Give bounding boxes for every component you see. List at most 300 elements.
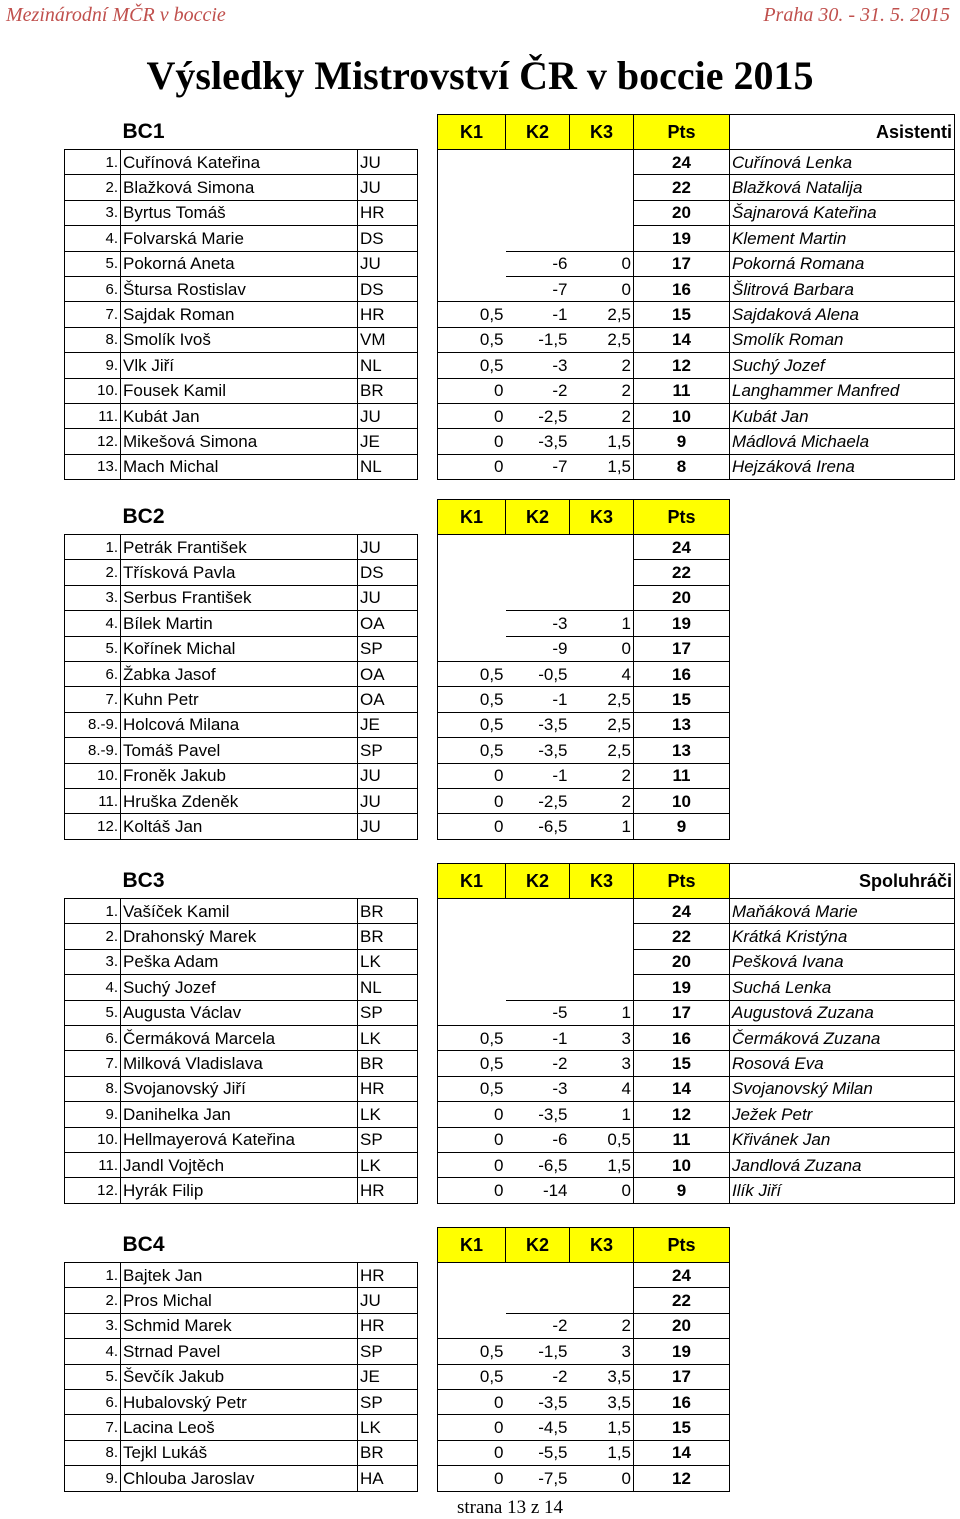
column-header-k2: K2 bbox=[506, 500, 570, 535]
rank-cell: 9. bbox=[65, 1102, 121, 1127]
spacer-cell bbox=[418, 226, 438, 251]
k2-value: -7 bbox=[506, 454, 570, 479]
k3-value: 3 bbox=[570, 1051, 634, 1076]
table-row bbox=[65, 1178, 955, 1203]
rank-cell: 4. bbox=[65, 975, 121, 1000]
results-table-bc1 bbox=[64, 114, 955, 480]
k2-value: -1,5 bbox=[506, 327, 570, 352]
club-code: BR bbox=[358, 899, 418, 924]
k3-value: 1,5 bbox=[570, 454, 634, 479]
k2-value: -2 bbox=[506, 1364, 570, 1389]
k3-value: 0 bbox=[570, 276, 634, 301]
club-code: HR bbox=[358, 1178, 418, 1203]
points-value: 24 bbox=[634, 535, 730, 560]
k3-value: 2,5 bbox=[570, 712, 634, 737]
spacer-cell bbox=[418, 1178, 438, 1203]
rank-cell: 7. bbox=[65, 687, 121, 712]
table-row bbox=[65, 1263, 730, 1288]
player-name: Bajtek Jan bbox=[121, 1263, 358, 1288]
table-row bbox=[65, 1440, 730, 1465]
club-code: HR bbox=[358, 200, 418, 225]
k3-value bbox=[570, 585, 634, 610]
player-name: Danihelka Jan bbox=[121, 1102, 358, 1127]
rank-cell: 12. bbox=[65, 814, 121, 839]
k2-value: -6 bbox=[506, 251, 570, 276]
column-header-k2: K2 bbox=[506, 864, 570, 899]
player-name: Hruška Zdeněk bbox=[121, 788, 358, 813]
k2-value bbox=[506, 200, 570, 225]
points-value: 17 bbox=[634, 1000, 730, 1025]
table-row bbox=[65, 1127, 955, 1152]
rank-cell: 2. bbox=[65, 175, 121, 200]
club-code: BR bbox=[358, 1051, 418, 1076]
document-header-left: Mezinárodní MČR v boccie bbox=[6, 4, 226, 26]
table-row bbox=[65, 150, 955, 175]
player-name: Mach Michal bbox=[121, 454, 358, 479]
player-name: Žabka Jasof bbox=[121, 661, 358, 686]
club-code: LK bbox=[358, 949, 418, 974]
k1-value: 0 bbox=[438, 1102, 506, 1127]
club-code: SP bbox=[358, 1127, 418, 1152]
extra-person-name: Ježek Petr bbox=[730, 1102, 955, 1127]
rank-cell: 12. bbox=[65, 429, 121, 454]
club-code: SP bbox=[358, 1000, 418, 1025]
player-name: Vlk Jiří bbox=[121, 353, 358, 378]
k2-value: -14 bbox=[506, 1178, 570, 1203]
k3-value: 3,5 bbox=[570, 1364, 634, 1389]
spacer-cell bbox=[418, 1466, 438, 1491]
spacer-cell bbox=[418, 1102, 438, 1127]
player-name: Byrtus Tomáš bbox=[121, 200, 358, 225]
spacer-cell bbox=[418, 738, 438, 763]
spacer-cell bbox=[418, 975, 438, 1000]
column-header-k3: K3 bbox=[570, 500, 634, 535]
k3-value: 3,5 bbox=[570, 1389, 634, 1414]
k3-value: 4 bbox=[570, 1076, 634, 1101]
player-name: Hellmayerová Kateřina bbox=[121, 1127, 358, 1152]
table-row bbox=[65, 1102, 955, 1127]
k1-value bbox=[438, 150, 506, 175]
column-header-pts: Pts bbox=[634, 115, 730, 150]
table-row bbox=[65, 560, 730, 585]
k3-value bbox=[570, 975, 634, 1000]
rank-cell: 7. bbox=[65, 1051, 121, 1076]
player-name: Chlouba Jaroslav bbox=[121, 1466, 358, 1491]
k2-value: -6,5 bbox=[506, 814, 570, 839]
points-value: 24 bbox=[634, 1263, 730, 1288]
spacer-cell bbox=[418, 1127, 438, 1152]
table-row bbox=[65, 403, 955, 428]
rank-cell: 8.-9. bbox=[65, 712, 121, 737]
spacer-cell bbox=[418, 1051, 438, 1076]
rank-cell: 7. bbox=[65, 1415, 121, 1440]
player-name: Smolík Ivoš bbox=[121, 327, 358, 352]
k2-value bbox=[506, 949, 570, 974]
k2-value: -2,5 bbox=[506, 788, 570, 813]
spacer-cell bbox=[418, 924, 438, 949]
table-header-row bbox=[65, 1228, 730, 1263]
k1-value bbox=[438, 200, 506, 225]
table-row bbox=[65, 738, 730, 763]
k2-value bbox=[506, 150, 570, 175]
k3-value bbox=[570, 1263, 634, 1288]
table-row bbox=[65, 1076, 955, 1101]
k3-value bbox=[570, 924, 634, 949]
points-value: 16 bbox=[634, 661, 730, 686]
k3-value: 1 bbox=[570, 611, 634, 636]
player-name: Cuřínová Kateřina bbox=[121, 150, 358, 175]
extra-person-name: Suchá Lenka bbox=[730, 975, 955, 1000]
points-value: 22 bbox=[634, 175, 730, 200]
results-table-bc4 bbox=[64, 1227, 730, 1492]
spacer-cell bbox=[418, 949, 438, 974]
spacer-cell bbox=[418, 636, 438, 661]
extra-person-name: Langhammer Manfred bbox=[730, 378, 955, 403]
spacer-cell bbox=[418, 814, 438, 839]
club-code: JU bbox=[358, 403, 418, 428]
player-name: Ševčík Jakub bbox=[121, 1364, 358, 1389]
k1-value: 0 bbox=[438, 1440, 506, 1465]
category-title: BC2 bbox=[122, 505, 165, 529]
k3-value: 3 bbox=[570, 1339, 634, 1364]
k3-value: 3 bbox=[570, 1025, 634, 1050]
points-value: 22 bbox=[634, 1288, 730, 1313]
club-code: JU bbox=[358, 175, 418, 200]
extra-person-name: Pokorná Romana bbox=[730, 251, 955, 276]
player-name: Mikešová Simona bbox=[121, 429, 358, 454]
rank-cell: 4. bbox=[65, 226, 121, 251]
table-header-row bbox=[65, 864, 955, 899]
k3-value: 0,5 bbox=[570, 1127, 634, 1152]
k1-value: 0,5 bbox=[438, 302, 506, 327]
club-code: NL bbox=[358, 454, 418, 479]
k1-value bbox=[438, 226, 506, 251]
club-code: HR bbox=[358, 1313, 418, 1338]
player-name: Milková Vladislava bbox=[121, 1051, 358, 1076]
header-spacer bbox=[65, 1228, 121, 1263]
extra-person-name: Blažková Natalija bbox=[730, 175, 955, 200]
k1-value: 0 bbox=[438, 763, 506, 788]
column-header-k1: K1 bbox=[438, 864, 506, 899]
k2-value: -7 bbox=[506, 276, 570, 301]
k3-value bbox=[570, 150, 634, 175]
player-name: Kořínek Michal bbox=[121, 636, 358, 661]
table-row bbox=[65, 535, 730, 560]
points-value: 22 bbox=[634, 560, 730, 585]
k3-value bbox=[570, 175, 634, 200]
points-value: 15 bbox=[634, 1415, 730, 1440]
table-row bbox=[65, 1025, 955, 1050]
spacer-cell bbox=[418, 1025, 438, 1050]
club-code: NL bbox=[358, 353, 418, 378]
points-value: 14 bbox=[634, 327, 730, 352]
column-header-k3: K3 bbox=[570, 115, 634, 150]
table-row bbox=[65, 687, 730, 712]
player-name: Holcová Milana bbox=[121, 712, 358, 737]
extra-person-name: Křivánek Jan bbox=[730, 1127, 955, 1152]
table-row bbox=[65, 636, 730, 661]
k1-value bbox=[438, 585, 506, 610]
table-row bbox=[65, 924, 955, 949]
k2-value: -3,5 bbox=[506, 712, 570, 737]
player-name: Peška Adam bbox=[121, 949, 358, 974]
club-code: HA bbox=[358, 1466, 418, 1491]
player-name: Kuhn Petr bbox=[121, 687, 358, 712]
k3-value: 4 bbox=[570, 661, 634, 686]
club-code: JU bbox=[358, 251, 418, 276]
rank-cell: 8. bbox=[65, 1076, 121, 1101]
player-name: Čermáková Marcela bbox=[121, 1025, 358, 1050]
table-row bbox=[65, 788, 730, 813]
extra-person-name: Sajdaková Alena bbox=[730, 302, 955, 327]
rank-cell: 10. bbox=[65, 1127, 121, 1152]
k1-value bbox=[438, 1263, 506, 1288]
column-header-k3: K3 bbox=[570, 864, 634, 899]
k1-value bbox=[438, 1000, 506, 1025]
k3-value: 1 bbox=[570, 1000, 634, 1025]
points-value: 17 bbox=[634, 636, 730, 661]
player-name: Serbus František bbox=[121, 585, 358, 610]
rank-cell: 1. bbox=[65, 150, 121, 175]
club-code: HR bbox=[358, 1076, 418, 1101]
k1-value bbox=[438, 949, 506, 974]
spacer-cell bbox=[418, 302, 438, 327]
k3-value: 1,5 bbox=[570, 1440, 634, 1465]
extra-person-name: Klement Martin bbox=[730, 226, 955, 251]
table-row bbox=[65, 1364, 730, 1389]
k1-value: 0,5 bbox=[438, 1051, 506, 1076]
extra-person-name: Cuřínová Lenka bbox=[730, 150, 955, 175]
k3-value: 2 bbox=[570, 1313, 634, 1338]
points-value: 10 bbox=[634, 1152, 730, 1177]
points-value: 20 bbox=[634, 949, 730, 974]
column-header-k2: K2 bbox=[506, 1228, 570, 1263]
column-header-extra: Asistenti bbox=[730, 115, 955, 150]
k2-value: -3,5 bbox=[506, 738, 570, 763]
k2-value: -0,5 bbox=[506, 661, 570, 686]
points-value: 15 bbox=[634, 1051, 730, 1076]
column-header-k1: K1 bbox=[438, 500, 506, 535]
page-title: Výsledky Mistrovství ČR v boccie 2015 bbox=[146, 53, 814, 98]
header-spacer bbox=[65, 500, 121, 535]
club-code: DS bbox=[358, 276, 418, 301]
extra-person-name: Krátká Kristýna bbox=[730, 924, 955, 949]
k1-value: 0,5 bbox=[438, 1076, 506, 1101]
spacer-cell bbox=[418, 788, 438, 813]
k2-value: -3 bbox=[506, 611, 570, 636]
k2-value: -1 bbox=[506, 687, 570, 712]
rank-cell: 2. bbox=[65, 924, 121, 949]
table-row bbox=[65, 763, 730, 788]
k2-value: -5,5 bbox=[506, 1440, 570, 1465]
k3-value: 0 bbox=[570, 636, 634, 661]
player-name: Petrák František bbox=[121, 535, 358, 560]
player-name: Tejkl Lukáš bbox=[121, 1440, 358, 1465]
spacer-cell bbox=[418, 712, 438, 737]
points-value: 8 bbox=[634, 454, 730, 479]
rank-cell: 4. bbox=[65, 1339, 121, 1364]
rank-cell: 9. bbox=[65, 1466, 121, 1491]
rank-cell: 6. bbox=[65, 276, 121, 301]
points-value: 20 bbox=[634, 1313, 730, 1338]
column-header-pts: Pts bbox=[634, 864, 730, 899]
k1-value: 0,5 bbox=[438, 661, 506, 686]
k2-value bbox=[506, 175, 570, 200]
spacer-cell bbox=[418, 585, 438, 610]
header-spacer bbox=[65, 115, 121, 150]
spacer-cell bbox=[418, 899, 438, 924]
points-value: 12 bbox=[634, 1466, 730, 1491]
page-number: strana 13 z 14 bbox=[456, 1497, 564, 1518]
k1-value: 0,5 bbox=[438, 353, 506, 378]
points-value: 10 bbox=[634, 403, 730, 428]
k2-value bbox=[506, 924, 570, 949]
club-code: BR bbox=[358, 924, 418, 949]
club-code: LK bbox=[358, 1152, 418, 1177]
club-code: SP bbox=[358, 1389, 418, 1414]
k1-value bbox=[438, 535, 506, 560]
rank-cell: 6. bbox=[65, 661, 121, 686]
player-name: Hyrák Filip bbox=[121, 1178, 358, 1203]
points-value: 10 bbox=[634, 788, 730, 813]
player-name: Tomáš Pavel bbox=[121, 738, 358, 763]
points-value: 16 bbox=[634, 1389, 730, 1414]
table-row bbox=[65, 226, 955, 251]
extra-person-name: Suchý Jozef bbox=[730, 353, 955, 378]
points-value: 17 bbox=[634, 251, 730, 276]
club-code: OA bbox=[358, 611, 418, 636]
k1-value: 0,5 bbox=[438, 712, 506, 737]
spacer-cell bbox=[418, 1152, 438, 1177]
rank-cell: 11. bbox=[65, 1152, 121, 1177]
spacer-cell bbox=[418, 1263, 438, 1288]
player-name: Vašíček Kamil bbox=[121, 899, 358, 924]
table-row bbox=[65, 454, 955, 479]
k3-value bbox=[570, 560, 634, 585]
club-code: JU bbox=[358, 1288, 418, 1313]
player-name: Blažková Simona bbox=[121, 175, 358, 200]
table-row bbox=[65, 1389, 730, 1414]
rank-cell: 3. bbox=[65, 585, 121, 610]
points-value: 16 bbox=[634, 1025, 730, 1050]
club-code: JE bbox=[358, 429, 418, 454]
player-name: Koltáš Jan bbox=[121, 814, 358, 839]
extra-person-name: Kubát Jan bbox=[730, 403, 955, 428]
spacer-cell bbox=[418, 276, 438, 301]
points-value: 13 bbox=[634, 712, 730, 737]
extra-person-name: Maňáková Marie bbox=[730, 899, 955, 924]
k2-value: -5 bbox=[506, 1000, 570, 1025]
spacer-cell bbox=[418, 1364, 438, 1389]
points-value: 20 bbox=[634, 585, 730, 610]
column-header-k1: K1 bbox=[438, 115, 506, 150]
extra-person-name: Mádlová Michaela bbox=[730, 429, 955, 454]
player-name: Schmid Marek bbox=[121, 1313, 358, 1338]
k1-value: 0 bbox=[438, 378, 506, 403]
rank-cell: 1. bbox=[65, 1263, 121, 1288]
table-row bbox=[65, 1051, 955, 1076]
rank-cell: 8.-9. bbox=[65, 738, 121, 763]
points-value: 11 bbox=[634, 1127, 730, 1152]
k3-value: 2 bbox=[570, 403, 634, 428]
k2-value: -2 bbox=[506, 378, 570, 403]
k1-value bbox=[438, 251, 506, 276]
spacer-cell bbox=[418, 763, 438, 788]
table-row bbox=[65, 175, 955, 200]
club-code: LK bbox=[358, 1415, 418, 1440]
k2-value: -2,5 bbox=[506, 403, 570, 428]
k2-value: -2 bbox=[506, 1051, 570, 1076]
club-code: JU bbox=[358, 150, 418, 175]
table-row bbox=[65, 975, 955, 1000]
k3-value: 2 bbox=[570, 353, 634, 378]
player-name: Hubalovský Petr bbox=[121, 1389, 358, 1414]
rank-cell: 5. bbox=[65, 636, 121, 661]
rank-cell: 2. bbox=[65, 1288, 121, 1313]
table-header-row bbox=[65, 500, 730, 535]
k2-value: -1 bbox=[506, 302, 570, 327]
table-row bbox=[65, 302, 955, 327]
player-name: Svojanovský Jiří bbox=[121, 1076, 358, 1101]
points-value: 15 bbox=[634, 302, 730, 327]
club-code: JU bbox=[358, 763, 418, 788]
results-table-bc2 bbox=[64, 499, 730, 840]
club-code: HR bbox=[358, 1263, 418, 1288]
k3-value bbox=[570, 1288, 634, 1313]
k3-value: 2,5 bbox=[570, 738, 634, 763]
points-value: 9 bbox=[634, 1178, 730, 1203]
points-value: 19 bbox=[634, 1339, 730, 1364]
player-name: Strnad Pavel bbox=[121, 1339, 358, 1364]
k2-value: -1 bbox=[506, 763, 570, 788]
k1-value: 0 bbox=[438, 1127, 506, 1152]
rank-cell: 8. bbox=[65, 327, 121, 352]
k2-value bbox=[506, 585, 570, 610]
player-name: Jandl Vojtěch bbox=[121, 1152, 358, 1177]
k1-value: 0 bbox=[438, 814, 506, 839]
points-value: 14 bbox=[634, 1076, 730, 1101]
column-header-k1: K1 bbox=[438, 1228, 506, 1263]
spacer-cell bbox=[418, 327, 438, 352]
points-value: 11 bbox=[634, 763, 730, 788]
k1-value: 0 bbox=[438, 1152, 506, 1177]
extra-person-name: Šajnarová Kateřina bbox=[730, 200, 955, 225]
player-name: Fousek Kamil bbox=[121, 378, 358, 403]
table-row bbox=[65, 1313, 730, 1338]
club-code: SP bbox=[358, 738, 418, 763]
spacer-cell bbox=[418, 1415, 438, 1440]
points-value: 9 bbox=[634, 814, 730, 839]
rank-cell: 10. bbox=[65, 763, 121, 788]
k3-value: 2,5 bbox=[570, 687, 634, 712]
points-value: 22 bbox=[634, 924, 730, 949]
k1-value bbox=[438, 611, 506, 636]
club-code: HR bbox=[358, 302, 418, 327]
extra-person-name: Smolík Roman bbox=[730, 327, 955, 352]
table-row bbox=[65, 276, 955, 301]
extra-person-name: Hejzáková Irena bbox=[730, 454, 955, 479]
k3-value: 0 bbox=[570, 1178, 634, 1203]
points-value: 17 bbox=[634, 1364, 730, 1389]
k1-value: 0 bbox=[438, 1466, 506, 1491]
table-row bbox=[65, 899, 955, 924]
table-row bbox=[65, 429, 955, 454]
club-code: LK bbox=[358, 1102, 418, 1127]
table-row bbox=[65, 353, 955, 378]
header-spacer bbox=[65, 864, 121, 899]
extra-person-name: Rosová Eva bbox=[730, 1051, 955, 1076]
k3-value bbox=[570, 226, 634, 251]
